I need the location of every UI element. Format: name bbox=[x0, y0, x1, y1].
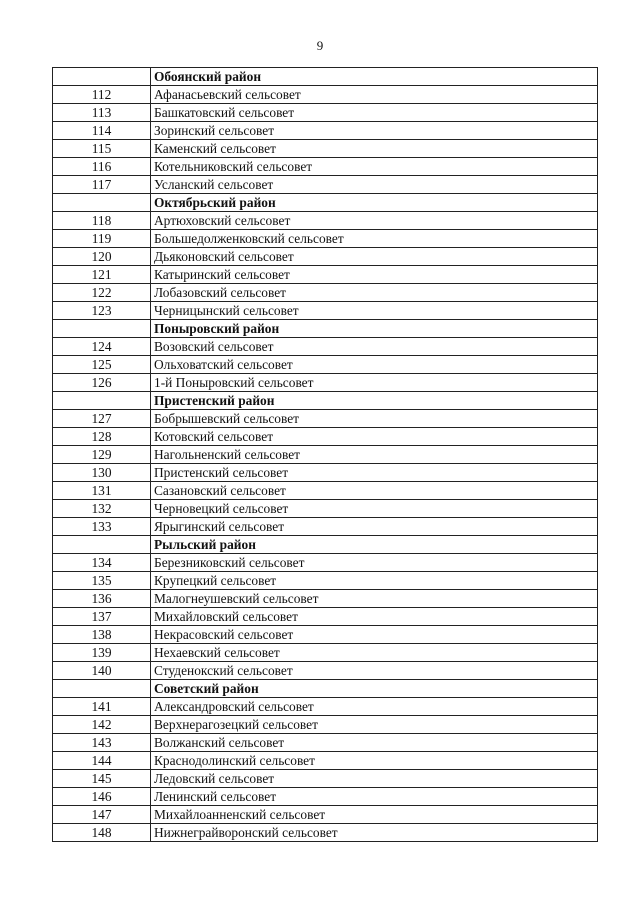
row-number: 119 bbox=[53, 230, 151, 248]
table-row bbox=[53, 284, 598, 302]
row-number: 120 bbox=[53, 248, 151, 266]
table-row bbox=[53, 176, 598, 194]
settlement-name: Александровский сельсовет bbox=[151, 698, 598, 716]
settlement-name: Крупецкий сельсовет bbox=[151, 572, 598, 590]
settlement-name: Зоринский сельсовет bbox=[151, 122, 598, 140]
district-name: Обоянский район bbox=[151, 68, 598, 86]
row-number: 114 bbox=[53, 122, 151, 140]
table-row bbox=[53, 590, 598, 608]
settlement-name: Возовский сельсовет bbox=[151, 338, 598, 356]
row-number bbox=[53, 536, 151, 554]
settlement-name: Нижнеграйворонский сельсовет bbox=[151, 824, 598, 842]
row-number: 122 bbox=[53, 284, 151, 302]
row-number: 141 bbox=[53, 698, 151, 716]
settlement-name: Михайлоанненский сельсовет bbox=[151, 806, 598, 824]
row-number: 116 bbox=[53, 158, 151, 176]
row-number bbox=[53, 680, 151, 698]
settlement-name: Катыринский сельсовет bbox=[151, 266, 598, 284]
row-number: 131 bbox=[53, 482, 151, 500]
district-header-row bbox=[53, 68, 598, 86]
table-row bbox=[53, 86, 598, 104]
table-row bbox=[53, 626, 598, 644]
table-row bbox=[53, 140, 598, 158]
settlement-name: Студенокский сельсовет bbox=[151, 662, 598, 680]
row-number: 140 bbox=[53, 662, 151, 680]
row-number: 136 bbox=[53, 590, 151, 608]
settlement-name: Большедолженковский сельсовет bbox=[151, 230, 598, 248]
row-number: 117 bbox=[53, 176, 151, 194]
row-number: 132 bbox=[53, 500, 151, 518]
settlement-name: Малогнеушевский сельсовет bbox=[151, 590, 598, 608]
settlement-name: Нагольненский сельсовет bbox=[151, 446, 598, 464]
row-number bbox=[53, 392, 151, 410]
settlement-name: Лобазовский сельсовет bbox=[151, 284, 598, 302]
district-header-row bbox=[53, 320, 598, 338]
district-header-row bbox=[53, 536, 598, 554]
settlement-name: Сазановский сельсовет bbox=[151, 482, 598, 500]
row-number: 139 bbox=[53, 644, 151, 662]
table-row bbox=[53, 788, 598, 806]
table-row bbox=[53, 266, 598, 284]
row-number: 142 bbox=[53, 716, 151, 734]
row-number: 126 bbox=[53, 374, 151, 392]
settlements-table-body bbox=[53, 68, 598, 842]
table-row bbox=[53, 302, 598, 320]
row-number: 125 bbox=[53, 356, 151, 374]
row-number: 143 bbox=[53, 734, 151, 752]
row-number: 145 bbox=[53, 770, 151, 788]
row-number: 123 bbox=[53, 302, 151, 320]
table-row bbox=[53, 374, 598, 392]
district-name: Октябрьский район bbox=[151, 194, 598, 212]
settlement-name: Верхнерагозецкий сельсовет bbox=[151, 716, 598, 734]
table-row bbox=[53, 734, 598, 752]
settlement-name: Бобрышевский сельсовет bbox=[151, 410, 598, 428]
settlement-name: Черновецкий сельсовет bbox=[151, 500, 598, 518]
table-row bbox=[53, 662, 598, 680]
district-header-row bbox=[53, 680, 598, 698]
settlement-name: Ярыгинский сельсовет bbox=[151, 518, 598, 536]
district-header-row bbox=[53, 392, 598, 410]
row-number: 115 bbox=[53, 140, 151, 158]
settlement-name: Дьяконовский сельсовет bbox=[151, 248, 598, 266]
district-name: Поныровский район bbox=[151, 320, 598, 338]
table-row bbox=[53, 644, 598, 662]
settlement-name: Нехаевский сельсовет bbox=[151, 644, 598, 662]
table-row bbox=[53, 122, 598, 140]
table-row bbox=[53, 338, 598, 356]
table-row bbox=[53, 716, 598, 734]
settlement-name: Каменский сельсовет bbox=[151, 140, 598, 158]
table-row bbox=[53, 464, 598, 482]
row-number: 134 bbox=[53, 554, 151, 572]
table-row bbox=[53, 482, 598, 500]
row-number: 124 bbox=[53, 338, 151, 356]
table-row bbox=[53, 212, 598, 230]
page-number: 9 bbox=[316, 38, 324, 53]
settlement-name: Березниковский сельсовет bbox=[151, 554, 598, 572]
row-number: 129 bbox=[53, 446, 151, 464]
district-name: Рыльский район bbox=[151, 536, 598, 554]
district-name: Пристенский район bbox=[151, 392, 598, 410]
settlement-name: Башкатовский сельсовет bbox=[151, 104, 598, 122]
table-row bbox=[53, 752, 598, 770]
settlement-name: Пристенский сельсовет bbox=[151, 464, 598, 482]
table-row bbox=[53, 248, 598, 266]
settlement-name: Краснодолинский сельсовет bbox=[151, 752, 598, 770]
row-number: 148 bbox=[53, 824, 151, 842]
table-row bbox=[53, 500, 598, 518]
table-row bbox=[53, 230, 598, 248]
row-number: 147 bbox=[53, 806, 151, 824]
row-number bbox=[53, 194, 151, 212]
table-row bbox=[53, 158, 598, 176]
row-number: 130 bbox=[53, 464, 151, 482]
district-header-row bbox=[53, 194, 598, 212]
row-number bbox=[53, 320, 151, 338]
row-number: 121 bbox=[53, 266, 151, 284]
settlement-name: Усланский сельсовет bbox=[151, 176, 598, 194]
settlement-name: Волжанский сельсовет bbox=[151, 734, 598, 752]
settlement-name: Артюховский сельсовет bbox=[151, 212, 598, 230]
table-row bbox=[53, 356, 598, 374]
row-number: 133 bbox=[53, 518, 151, 536]
table-row bbox=[53, 554, 598, 572]
settlement-name: Ленинский сельсовет bbox=[151, 788, 598, 806]
row-number: 146 bbox=[53, 788, 151, 806]
table-row bbox=[53, 824, 598, 842]
row-number: 137 bbox=[53, 608, 151, 626]
settlement-name: Котельниковский сельсовет bbox=[151, 158, 598, 176]
row-number: 112 bbox=[53, 86, 151, 104]
settlement-name: Некрасовский сельсовет bbox=[151, 626, 598, 644]
row-number: 128 bbox=[53, 428, 151, 446]
table-row bbox=[53, 572, 598, 590]
table-row bbox=[53, 410, 598, 428]
settlement-name: Михайловский сельсовет bbox=[151, 608, 598, 626]
settlement-name: 1-й Поныровский сельсовет bbox=[151, 374, 598, 392]
row-number: 138 bbox=[53, 626, 151, 644]
settlements-table bbox=[52, 67, 598, 842]
row-number: 113 bbox=[53, 104, 151, 122]
table-row bbox=[53, 428, 598, 446]
table-row bbox=[53, 446, 598, 464]
table-row bbox=[53, 698, 598, 716]
settlement-name: Ольховатский сельсовет bbox=[151, 356, 598, 374]
table-row bbox=[53, 518, 598, 536]
table-row bbox=[53, 104, 598, 122]
table-row bbox=[53, 608, 598, 626]
district-name: Советский район bbox=[151, 680, 598, 698]
row-number: 135 bbox=[53, 572, 151, 590]
row-number bbox=[53, 68, 151, 86]
row-number: 118 bbox=[53, 212, 151, 230]
row-number: 127 bbox=[53, 410, 151, 428]
settlement-name: Ледовский сельсовет bbox=[151, 770, 598, 788]
settlement-name: Черницынский сельсовет bbox=[151, 302, 598, 320]
row-number: 144 bbox=[53, 752, 151, 770]
settlement-name: Котовский сельсовет bbox=[151, 428, 598, 446]
settlement-name: Афанасьевский сельсовет bbox=[151, 86, 598, 104]
table-row bbox=[53, 770, 598, 788]
table-row bbox=[53, 806, 598, 824]
